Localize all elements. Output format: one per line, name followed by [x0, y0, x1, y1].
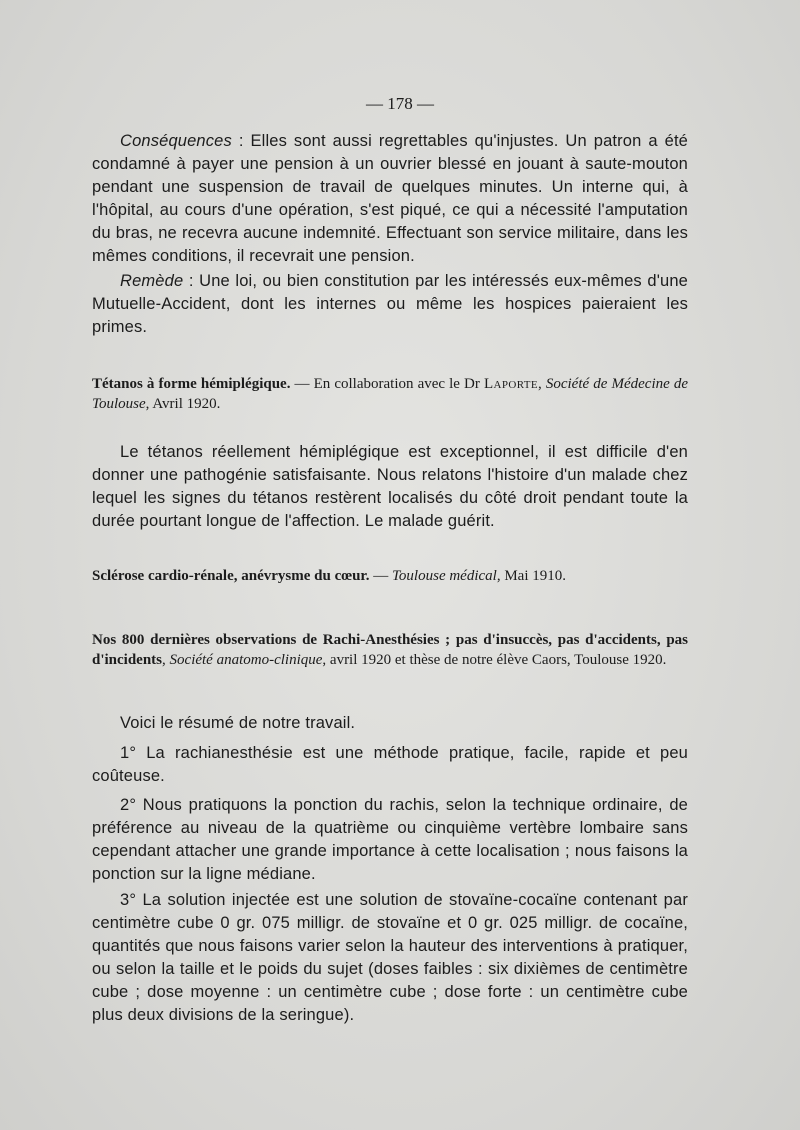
entry-tetanos-author: Laporte: [483, 376, 539, 392]
tetanos-paragraph: Le tétanos réellement hémiplégique est exceptionnel, il est difficile d'en donner une pathogénie satisfaisante. Nous relatons l'histoire d'un malade chez lequel les signes du tétanos restèrent localisés du côté droit pendant toute la durée pourtant longue de l'affection. Le malade guérit.: [92, 443, 688, 530]
point-3: 3° La solution injectée est une solution de stovaïne-cocaïne contenant par centimètre cube 0 gr. 075 milligr. de stovaïne et 0 gr. 025 milligr. de cocaïne, quantités que nous faisons varier selon la hauteur des interventions à pratiquer, ou selon la taille et le poids du sujet (doses faibles : six dixièmes de centimètre cube ; dose moyenne : un centimètre cube ; dose forte : un centimètre cube plus deux divisions de la seringue).: [92, 891, 688, 1024]
entry-tetanos-venue: Société de Médecine de Toulouse: [92, 376, 689, 412]
resume-intro: Voici le résumé de notre travail.: [120, 714, 356, 732]
remede-text: : Une loi, ou bien constitution par les intéressés eux-mêmes d'une Mutuelle-Accident, dont les internes ou même les hospices paieraient les primes.: [92, 272, 688, 336]
entry-sclerose-date: , Mai 1910.: [496, 568, 567, 584]
point-1: 1° La rachianesthésie est une méthode pratique, facile, rapide et peu coûteuse.: [92, 744, 688, 785]
entry-tetanos-sep: ,: [538, 376, 546, 392]
entry-tetanos-date: , Avril 1920.: [145, 396, 221, 412]
entry-sclerose-mid: —: [369, 568, 392, 584]
entry-sclerose-venue: Toulouse médical: [391, 568, 497, 584]
entry-tetanos: [92, 374, 688, 414]
entry-sclerose: [92, 568, 688, 585]
entry-rachi-title: Nos 800 dernières observations de Rachi-Anesthésies ; pas d'insuccès, pas d'accidents, pas d'incidents: [92, 632, 688, 668]
remede-paragraph: [92, 270, 688, 339]
entry-rachi: [92, 630, 688, 670]
consequences-label: Conséquences: [120, 132, 232, 150]
entry-rachi-rest: , avril 1920 et thèse de notre élève Caors, Toulouse 1920.: [322, 652, 667, 668]
entry-sclerose-title: Sclérose cardio-rénale, anévrysme du cœur.: [92, 568, 370, 584]
consequences-paragraph: [92, 130, 688, 268]
entry-rachi-sep: ,: [162, 652, 170, 668]
entry-rachi-venue: Société anatomo-clinique: [169, 652, 323, 668]
consequences-text: : Elles sont aussi regrettables qu'injustes. Un patron a été condamné à payer une pension à un ouvrier blessé en jouant à saute-mouton pendant une suspension de travail de quelques minutes. Un interne qui, à l'hôpital, au cours d'une opération, s'est piqué, ce qui a nécessité l'amputation du bras, ne recevra aucune indemnité. Effectuant son service militaire, dans les mêmes conditions, il recevrait une pension.: [92, 132, 688, 265]
remede-label: Remède: [120, 272, 184, 290]
entry-tetanos-title: Tétanos à forme hémiplégique.: [92, 376, 291, 392]
entry-tetanos-mid: — En collaboration avec le Dr: [290, 376, 484, 392]
point-2: 2° Nous pratiquons la ponction du rachis, selon la technique ordinaire, de préférence au niveau de la quatrième ou cinquième vertèbre lombaire sans cependant attacher une grande importance à cette localisation ; nous faisons la ponction sur la ligne médiane.: [92, 796, 688, 883]
page-number: — 178 —: [366, 94, 434, 113]
